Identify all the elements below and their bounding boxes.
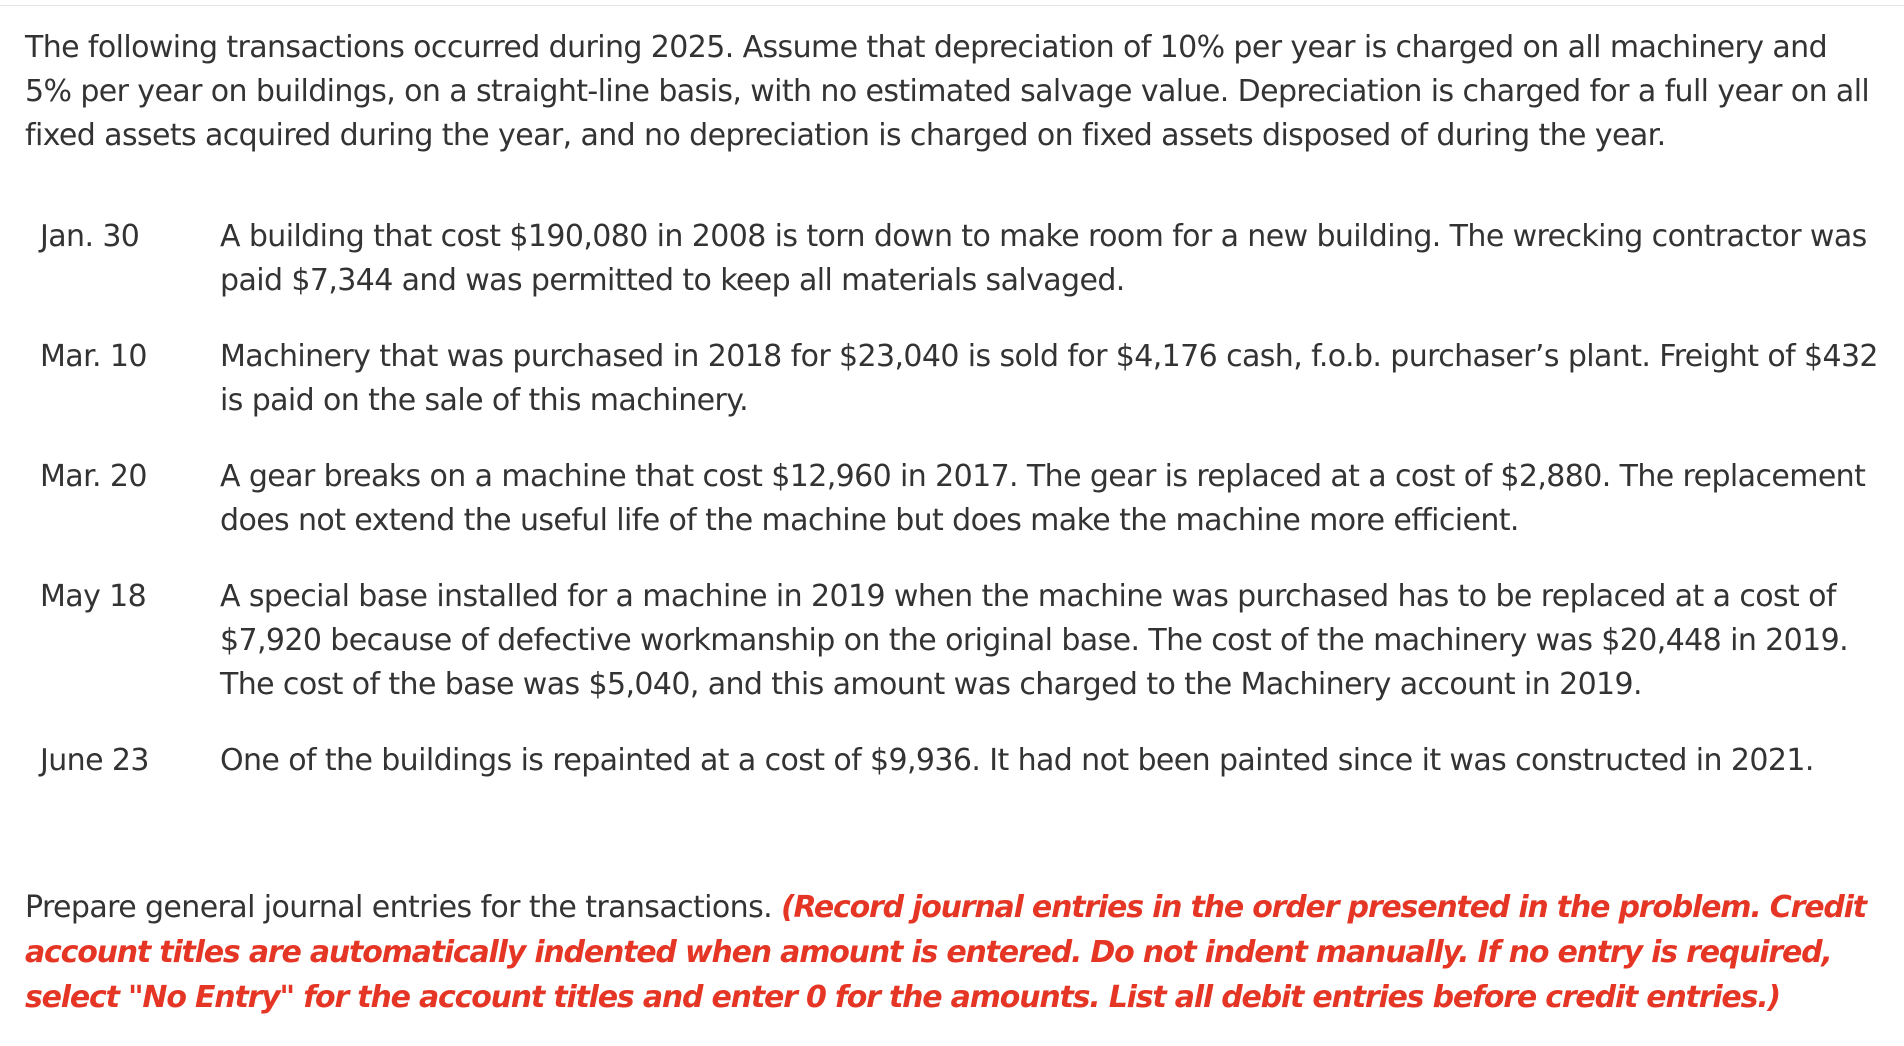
transaction-description: A building that cost $190,080 in 2008 is torn down to make room for a new building. The wrecking contractor was paid $7,344 and was permitted to keep all materials salvaged. xyxy=(220,219,1867,298)
transaction-date: Mar. 20 xyxy=(40,459,147,494)
problem-intro: The following transactions occurred during 2025. Assume that depreciation of 10% per year is charged on all machinery and 5% per year on buildings, on a straight-line basis, with no estimated salvage value. Depreciation is charged for a full year on all fixed assets acquired during the year, and no depreciation is charged on fixed assets disposed of during the year. xyxy=(25,30,1870,153)
transaction-date: Mar. 10 xyxy=(40,339,147,374)
transaction-description: One of the buildings is repainted at a cost of $9,936. It had not been painted since it was constructed in 2021. xyxy=(220,743,1814,778)
transaction-row xyxy=(40,575,1880,707)
instructions xyxy=(25,885,1885,1020)
transaction-row xyxy=(40,215,1880,303)
transaction-row xyxy=(40,335,1880,423)
transaction-description: A special base installed for a machine in 2019 when the machine was purchased has to be replaced at a cost of $7,920 because of defective workmanship on the original base. The cost of the machinery was $20,448 in 2019. The cost of the base was $5,040, and this amount was charged to the Machinery account in 2019. xyxy=(220,579,1849,702)
top-divider xyxy=(0,5,1904,6)
transaction-row xyxy=(40,739,1880,783)
transaction-date: June 23 xyxy=(40,743,149,778)
transaction-description: A gear breaks on a machine that cost $12,960 in 2017. The gear is replaced at a cost of $2,880. The replacement does not extend the useful life of the machine but does make the machine more efficient. xyxy=(220,459,1866,538)
instructions-note: (Record journal entries in the order presented in the problem. Credit account titles are automatically indented when amount is entered. Do not indent manually. If no entry is required, select "No Entry" for the account titles and enter 0 for the amounts. List all debit entries before credit entries.) xyxy=(25,890,1866,1015)
transaction-date: May 18 xyxy=(40,579,147,614)
transaction-row xyxy=(40,455,1880,543)
transactions-list xyxy=(40,215,1880,815)
instructions-lead: Prepare general journal entries for the transactions. xyxy=(25,890,773,925)
transaction-date: Jan. 30 xyxy=(40,219,140,254)
transaction-description: Machinery that was purchased in 2018 for $23,040 is sold for $4,176 cash, f.o.b. purchaser’s plant. Freight of $432 is paid on the sale of this machinery. xyxy=(220,339,1878,418)
